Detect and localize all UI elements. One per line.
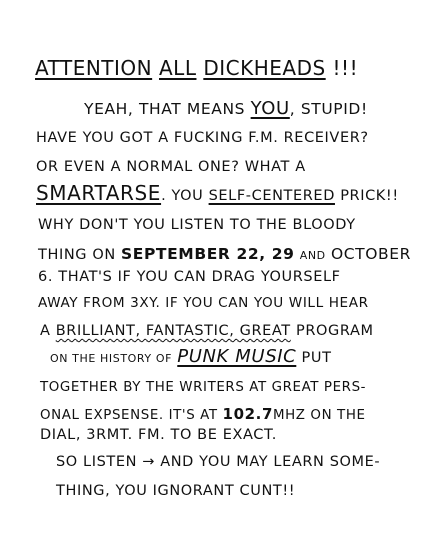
line-7: 6. THAT'S IF YOU CAN DRAG YOURSELF bbox=[38, 269, 341, 285]
line-1-you: YOU bbox=[250, 98, 290, 119]
title-word-dickheads: DICKHEADS bbox=[203, 56, 326, 80]
line-6-and: AND bbox=[299, 249, 326, 262]
line-1-text-a: YEAH, THAT MEANS bbox=[84, 100, 246, 118]
line-8: AWAY FROM 3XY. IF YOU CAN YOU WILL HEAR bbox=[38, 295, 369, 311]
line-9-text-a: A bbox=[40, 323, 51, 339]
line-4-smartarse: SMARTARSE bbox=[36, 181, 162, 205]
line-12-frequency: 102.7 bbox=[222, 405, 273, 423]
line-10-put: PUT bbox=[301, 350, 332, 366]
line-4 bbox=[36, 183, 399, 204]
title bbox=[35, 58, 358, 78]
line-5: WHY DON'T YOU LISTEN TO THE BLOODY bbox=[38, 217, 356, 233]
line-13: DIAL, 3RMT. FM. TO BE EXACT. bbox=[40, 427, 277, 443]
line-15: THING, YOU IGNORANT CUNT!! bbox=[56, 483, 296, 499]
line-4-mid: . YOU bbox=[161, 188, 204, 204]
line-10-punk-music: PUNK MUSIC bbox=[177, 346, 297, 367]
line-12-text-c: MHZ ON THE bbox=[272, 408, 366, 423]
line-6-text-a: THING ON bbox=[38, 247, 116, 263]
line-12-text-a: ONAL EXPSENSE. IT'S AT bbox=[40, 408, 218, 423]
line-11: TOGETHER BY THE WRITERS AT GREAT PERS- bbox=[40, 380, 367, 395]
title-exclamations: !!! bbox=[332, 56, 359, 80]
line-9-adjectives: BRILLIANT, FANTASTIC, GREAT bbox=[55, 323, 291, 339]
line-6 bbox=[38, 247, 411, 263]
line-10 bbox=[50, 348, 332, 366]
title-word-all: ALL bbox=[159, 56, 197, 80]
line-1 bbox=[84, 100, 368, 118]
line-4-self-centered: SELF-CENTERED bbox=[208, 188, 335, 204]
line-3: OR EVEN A NORMAL ONE? WHAT A bbox=[36, 159, 306, 175]
line-2: HAVE YOU GOT A FUCKING F.M. RECEIVER? bbox=[36, 130, 369, 146]
line-6-october: OCTOBER bbox=[330, 245, 412, 263]
line-10-text-a: ON THE HISTORY OF bbox=[50, 352, 173, 365]
line-9-program: PROGRAM bbox=[295, 323, 374, 339]
line-9 bbox=[40, 324, 374, 339]
line-12 bbox=[40, 407, 366, 422]
line-14: SO LISTEN → AND YOU MAY LEARN SOME- bbox=[56, 454, 381, 470]
line-6-dates: SEPTEMBER 22, 29 bbox=[121, 245, 295, 263]
line-1-text-c: , STUPID! bbox=[289, 100, 368, 118]
line-4-end: PRICK!! bbox=[340, 188, 399, 204]
title-word-attention: ATTENTION bbox=[35, 56, 153, 80]
